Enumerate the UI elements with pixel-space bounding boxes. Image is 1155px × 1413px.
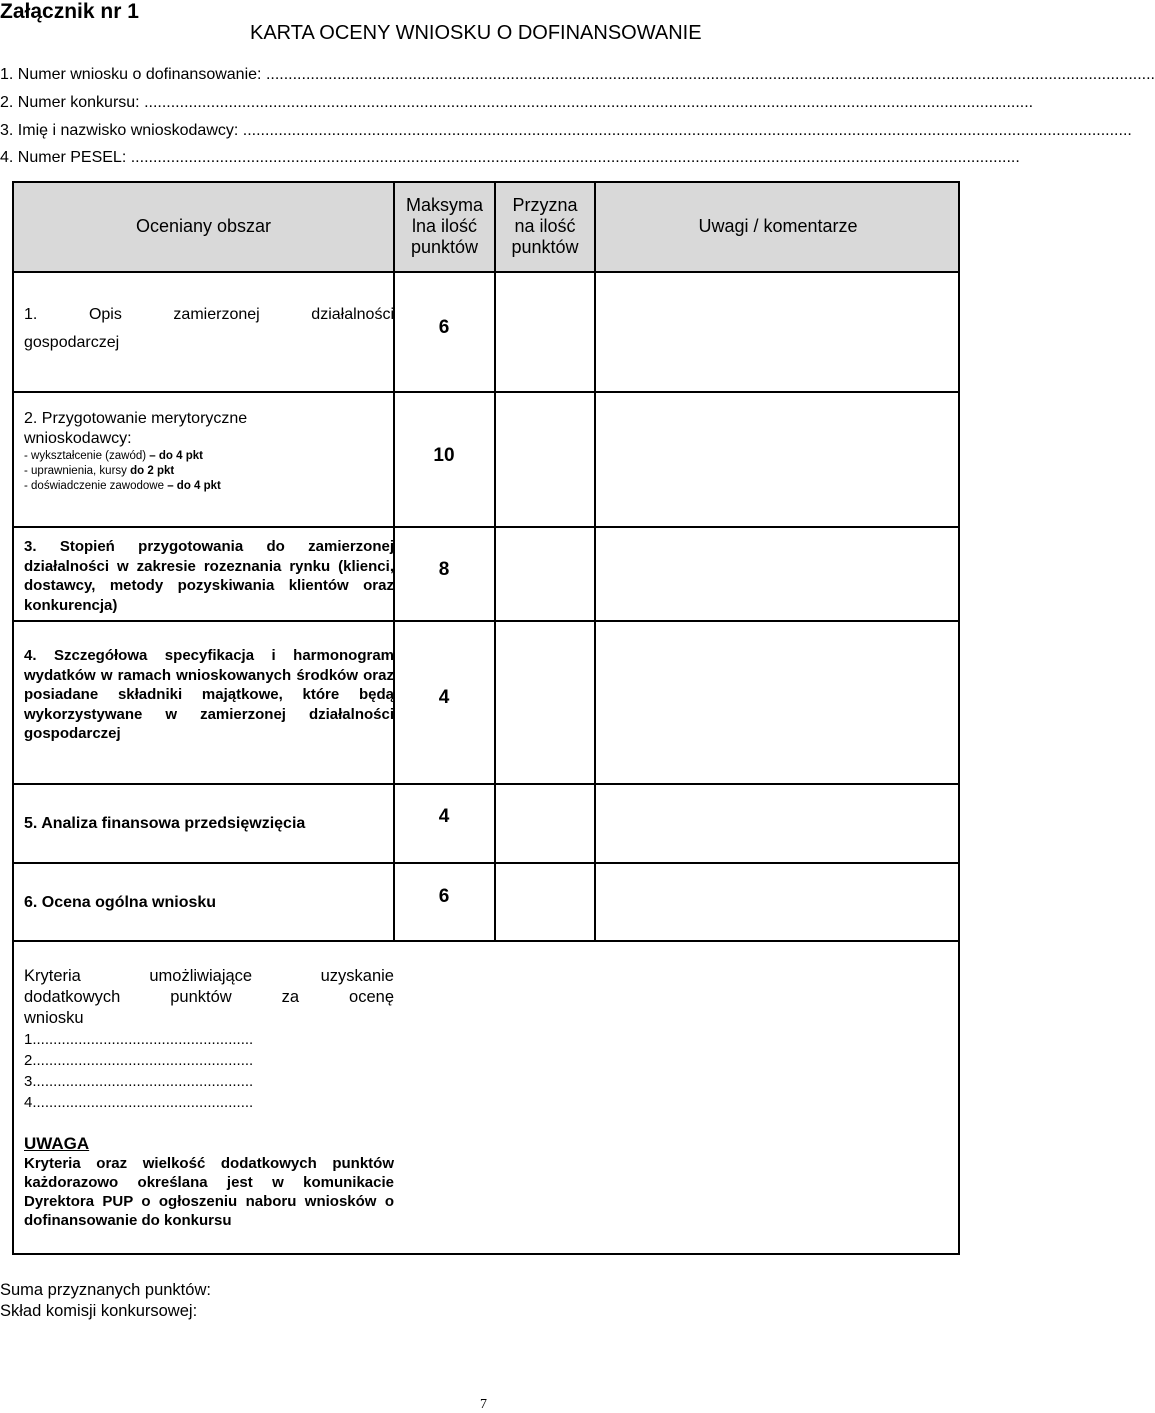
field-label: 3. Imię i nazwisko wnioskodawcy: bbox=[0, 122, 239, 139]
field-contest-number bbox=[0, 94, 1034, 112]
table-border bbox=[12, 862, 960, 864]
note-heading: UWAGA bbox=[24, 1134, 90, 1153]
table-border bbox=[12, 783, 960, 785]
max-points-5: 4 bbox=[438, 806, 450, 827]
note-block bbox=[24, 1133, 394, 1230]
note-text: Kryteria oraz wielkość dodatkowych punktów każdorazowo określana jest w komunikacie Dyrektora PUP o ogłoszeniu naboru wniosków o dofinansowanie do konkursu bbox=[24, 1155, 394, 1229]
criterion-5: 5. Analiza finansowa przedsięwzięcia bbox=[24, 815, 306, 832]
fill-dots: .................................................... bbox=[36, 1094, 254, 1111]
table-border bbox=[12, 181, 14, 1255]
table-border bbox=[12, 391, 960, 393]
field-pesel bbox=[0, 149, 1020, 167]
additional-criteria: Kryteria umożliwiające uzyskanie dodatkowych punktów za ocenę wniosku 1..................................................... 2..................................................... 3..................................................... 4..................................................... bbox=[24, 967, 394, 1111]
fill-dots: .................................................... bbox=[36, 1031, 254, 1048]
field-label: 2. Numer konkursu: bbox=[0, 94, 140, 111]
document-title: KARTA OCENY WNIOSKU O DOFINANSOWANIE bbox=[250, 22, 702, 44]
fill-dots: ........................................................................................................................................................................................................ bbox=[265, 66, 1155, 83]
header-max-points: Maksyma lna ilość punktów bbox=[395, 181, 494, 271]
fill-dots: .................................................... bbox=[36, 1052, 254, 1069]
field-application-number bbox=[0, 66, 1155, 84]
table-border bbox=[12, 620, 960, 622]
max-points-4: 4 bbox=[438, 687, 450, 708]
criterion-3: 3. Stopień przygotowania do zamierzonej działalności w zakresie rozeznania rynku (klienci, dostawcy, metody pozyskiwania klientów oraz konkurencja) bbox=[24, 538, 394, 614]
header-area: Oceniany obszar bbox=[14, 181, 393, 271]
table-border bbox=[12, 526, 960, 528]
fill-dots: ........................................................................................................................................................................................................ bbox=[130, 149, 1020, 166]
field-applicant-name bbox=[0, 122, 1132, 140]
table-border bbox=[12, 940, 960, 942]
annex-label: Załącznik nr 1 bbox=[0, 0, 139, 23]
max-points-3: 8 bbox=[438, 559, 450, 580]
max-points-6: 6 bbox=[438, 886, 450, 907]
page-number: 7 bbox=[480, 1397, 487, 1412]
table-border bbox=[12, 181, 960, 183]
evaluation-table bbox=[12, 181, 960, 1255]
fill-dots: .................................................... bbox=[36, 1073, 254, 1090]
table-border bbox=[494, 181, 496, 942]
field-label: 1. Numer wniosku o dofinansowanie: bbox=[0, 66, 262, 83]
criterion-1: 1. Opis zamierzonej działalności gospodarczej bbox=[24, 306, 394, 351]
committee-label: Skład komisji konkursowej: bbox=[0, 1302, 198, 1320]
fill-dots: ........................................................................................................................................................................................................ bbox=[144, 94, 1034, 111]
header-given-points: Przyzna na ilość punktów bbox=[496, 181, 594, 271]
field-label: 4. Numer PESEL: bbox=[0, 149, 127, 166]
table-border bbox=[958, 181, 960, 1255]
fill-dots: ........................................................................................................................................................................................................ bbox=[242, 122, 1132, 139]
points-sum-label: Suma przyznanych punktów: bbox=[0, 1281, 211, 1299]
criterion-4: 4. Szczegółowa specyfikacja i harmonogram wydatków w ramach wnioskowanych środków oraz posiadane składniki majątkowe, które będą wykorzystywane w zamierzonej działalności gospodarczej bbox=[24, 647, 394, 742]
table-border bbox=[594, 181, 596, 942]
criterion-6: 6. Ocena ogólna wniosku bbox=[24, 894, 217, 911]
table-border bbox=[12, 1253, 960, 1255]
max-points-2: 10 bbox=[433, 445, 455, 466]
table-border bbox=[12, 271, 960, 273]
criterion-2: 2. Przygotowanie merytoryczne wnioskodawcy: - wykształcenie (zawód) – do 4 pkt - uprawnienia, kursy do 2 pkt - doświadczenie zawodowe – do 4 pkt bbox=[24, 410, 248, 492]
header-notes: Uwagi / komentarze bbox=[596, 181, 960, 271]
max-points-1: 6 bbox=[438, 317, 450, 338]
